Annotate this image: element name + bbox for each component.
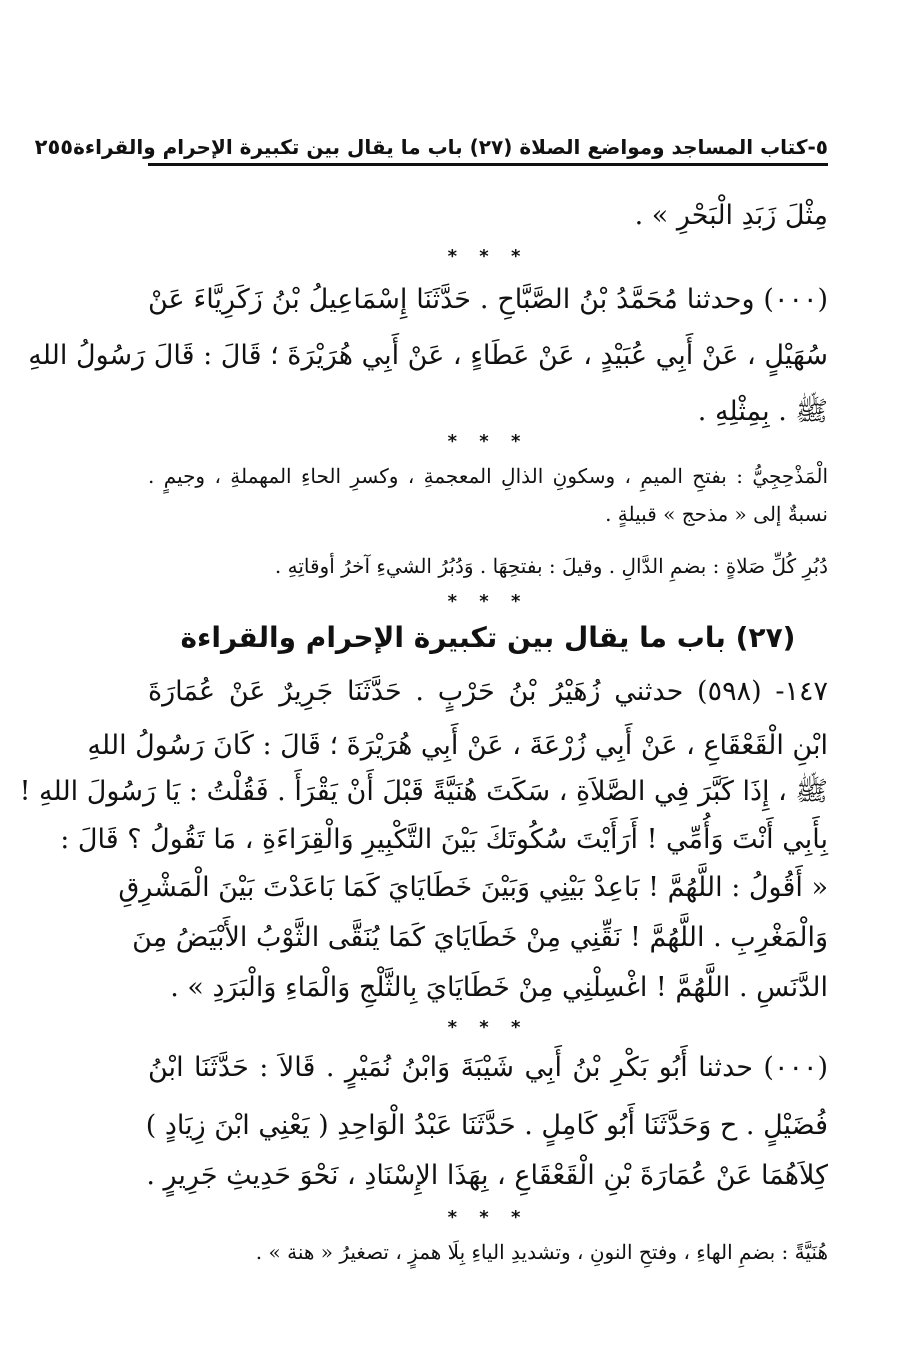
hadith-line: كِلاَهُمَا عَنْ عُمَارَةَ بْنِ الْقَعْقَاعِ ، بِهَذَا الإِسْنَادِ ، نَحْوَ حَدِيثِ جَرِيرٍ . (146, 1160, 828, 1191)
hadith-line: (٠٠٠) وحدثنا مُحَمَّدُ بْنُ الصَّبَّاحِ . حَدَّثَنَا إِسْمَاعِيلُ بْنُ زَكَرِيَّاءَ عَنْ (148, 284, 828, 315)
section-separator: * * * (447, 246, 529, 267)
running-header-title: ٥-كتاب المساجد ومواضع الصلاة (٢٧) باب ما يقال بين تكبيرة الإحرام والقراءة (73, 135, 828, 159)
footnote-line: دُبُرِ كُلِّ صَلاةٍ : بضمِ الدَّالِ . وقيلَ : بفتحِهَا . وَدُبُرُ الشيءِ آخرُ أوقاتِهِ . (274, 554, 828, 578)
page-number: ٢٥٥ (34, 135, 74, 159)
hadith-line: فُضَيْلٍ . ح وَحَدَّثَنَا أَبُو كَامِلٍ . حَدَّثَنَا عَبْدُ الْوَاحِدِ ( يَعْنِي ابْنَ زِيَادٍ ) (145, 1110, 828, 1141)
footnote-line: الْمَذْحِجِيُّ : بفتحِ الميمِ ، وسكونِ الذالِ المعجمةِ ، وكسرِ الحاءِ المهملةِ ، وجيمٍ . (148, 464, 828, 488)
section-separator: * * * (447, 431, 529, 452)
hadith-line: وَالْمَغْرِبِ . اللَّهُمَّ ! نَقِّنِي مِنْ خَطَايَايَ كَمَا يُنَقَّى الثَّوْبُ الأَبْيَضُ مِنَ (132, 922, 828, 953)
section-separator: * * * (447, 591, 529, 612)
footnote-line: نسبةٌ إلى « مذحج » قبيلةٍ . (605, 502, 828, 526)
hadith-line: ١٤٧- (٥٩٨) حدثني زُهَيْرُ بْنُ حَرْبٍ . حَدَّثَنَا جَرِيرٌ عَنْ عُمَارَةَ (148, 676, 828, 707)
chapter-heading: (٢٧) باب ما يقال بين تكبيرة الإحرام والقراءة (180, 621, 796, 654)
running-header (34, 120, 828, 166)
hadith-line: ﷺ ، إِذَا كَبَّرَ فِي الصَّلاَةِ ، سَكَتَ هُنَيَّةً قَبْلَ أَنْ يَقْرَأَ . فَقُلْتُ : يَا رَسُولَ اللهِ ! (19, 776, 828, 807)
hadith-line: ابْنِ الْقَعْقَاعِ ، عَنْ أَبِي زُرْعَةَ ، عَنْ أَبِي هُرَيْرَةَ ؛ قَالَ : كَانَ رَسُولُ اللهِ (87, 730, 828, 761)
section-separator: * * * (447, 1017, 529, 1038)
hadith-line: (٠٠٠) حدثنا أَبُو بَكْرِ بْنُ أَبِي شَيْبَةَ وَابْنُ نُمَيْرٍ . قَالاَ : حَدَّثَنَا ابْنُ (148, 1052, 828, 1083)
hadith-line: سُهَيْلٍ ، عَنْ أَبِي عُبَيْدٍ ، عَنْ عَطَاءٍ ، عَنْ أَبِي هُرَيْرَةَ ؛ قَالَ : قَالَ رَسُولُ اللهِ (28, 340, 828, 371)
text-line: مِثْلَ زَبَدِ الْبَحْرِ » . (634, 200, 828, 231)
hadith-line: بِأَبِي أَنْتَ وَأُمِّي ! أَرَأَيْتَ سُكُوتَكَ بَيْنَ التَّكْبِيرِ وَالْقِرَاءَةِ ، مَا تَقُولُ ؟ قَالَ : (60, 824, 828, 855)
hadith-line: الدَّنَسِ . اللَّهُمَّ ! اغْسِلْنِي مِنْ خَطَايَايَ بِالثَّلْجِ وَالْمَاءِ وَالْبَرَدِ » . (170, 972, 828, 1003)
hadith-line: ﷺ . بِمِثْلِهِ . (697, 396, 828, 427)
hadith-line: « أَقُولُ : اللَّهُمَّ ! بَاعِدْ بَيْنِي وَبَيْنَ خَطَايَايَ كَمَا بَاعَدْتَ بَيْنَ الْمَشْرِقِ (118, 872, 828, 903)
footnote-line: هُنَيَّةً : بضمِ الهاءِ ، وفتحِ النونِ ، وتشديدِ الياءِ بِلَا همزٍ ، تصغيرُ « هنة » . (255, 1240, 828, 1264)
section-separator: * * * (447, 1207, 529, 1228)
